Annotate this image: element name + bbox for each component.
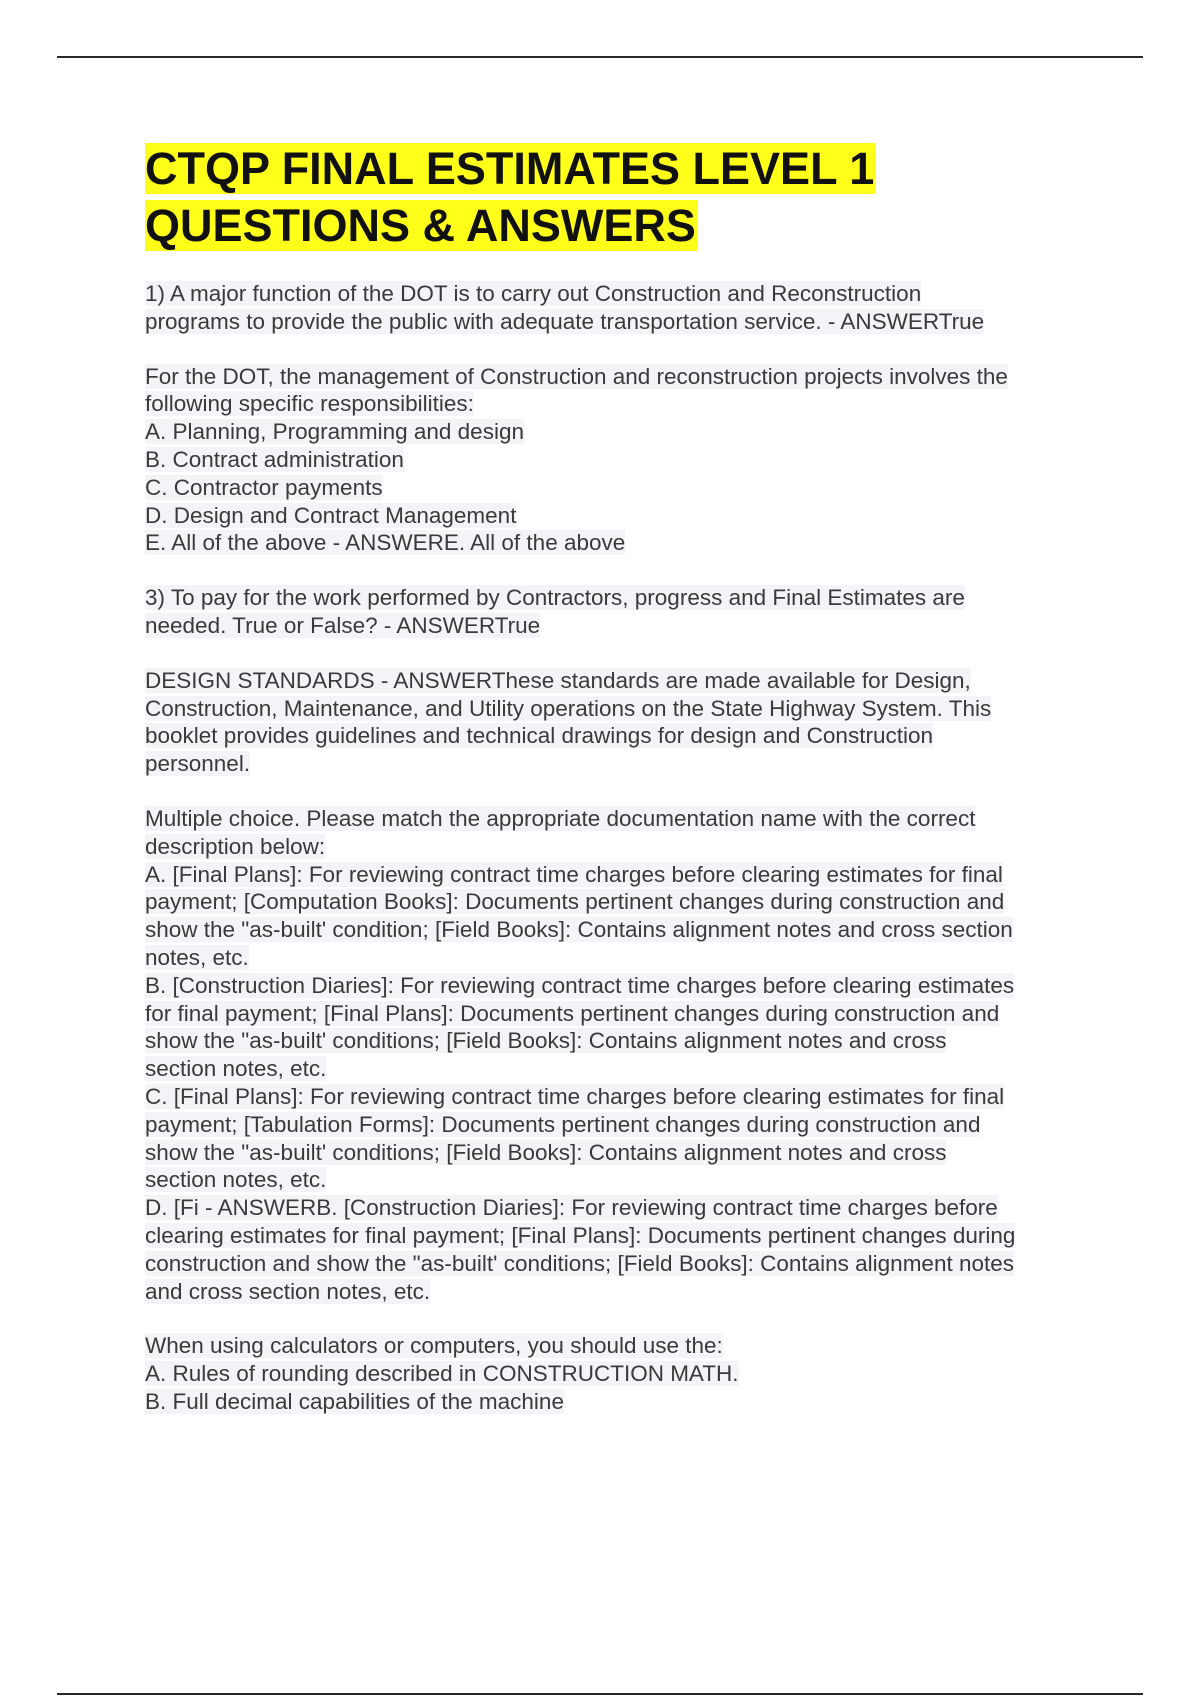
bottom-rule (57, 1693, 1143, 1695)
title-line: CTQP FINAL ESTIMATES LEVEL 1 (145, 143, 875, 194)
text-line: description below: (145, 833, 326, 859)
text-line: show the "as-built' condition; [Field Books]: Contains alignment notes and cross section (145, 917, 1013, 943)
qa-block-4 (145, 667, 1090, 778)
top-rule (57, 56, 1143, 58)
text-line: DESIGN STANDARDS - ANSWERThese standards are made available for Design, (145, 667, 971, 693)
text-line: notes, etc. (145, 944, 249, 970)
title-line: QUESTIONS & ANSWERS (145, 200, 696, 251)
qa-block-2 (145, 363, 1090, 558)
text-line: A. [Final Plans]: For reviewing contract time charges before clearing estimates for final (145, 861, 1003, 887)
text-line: show the "as-built' conditions; [Field Books]: Contains alignment notes and cross (145, 1028, 947, 1054)
text-line: C. [Final Plans]: For reviewing contract time charges before clearing estimates for final (145, 1083, 1005, 1109)
text-line: D. Design and Contract Management (145, 502, 517, 528)
text-line: section notes, etc. (145, 1056, 327, 1082)
qa-block-1 (145, 280, 1090, 336)
text-line: E. All of the above - ANSWERE. All of the above (145, 530, 626, 556)
text-line: Multiple choice. Please match the appropriate documentation name with the correct (145, 805, 976, 831)
text-line: construction and show the "as-built' conditions; [Field Books]: Contains alignment notes (145, 1250, 1015, 1276)
text-line: C. Contractor payments (145, 474, 383, 500)
qa-block-3 (145, 584, 1090, 640)
text-line: programs to provide the public with adequate transportation service. - ANSWERTrue (145, 308, 985, 334)
document-body (145, 140, 1090, 1443)
text-line: B. Contract administration (145, 446, 404, 472)
text-line: needed. True or False? - ANSWERTrue (145, 612, 541, 638)
text-line: show the "as-built' conditions; [Field Books]: Contains alignment notes and cross (145, 1139, 947, 1165)
text-line: 3) To pay for the work performed by Contractors, progress and Final Estimates are (145, 585, 965, 611)
text-line: B. [Construction Diaries]: For reviewing contract time charges before clearing estimates (145, 972, 1015, 998)
text-line: personnel. (145, 751, 251, 777)
document-title (145, 140, 1090, 254)
text-line: and cross section notes, etc. (145, 1278, 431, 1304)
text-line: following specific responsibilities: (145, 391, 474, 417)
text-line: 1) A major function of the DOT is to carry out Construction and Reconstruction (145, 281, 922, 306)
qa-block-5 (145, 805, 1090, 1305)
text-line: section notes, etc. (145, 1167, 327, 1193)
text-line: payment; [Tabulation Forms]: Documents pertinent changes during construction and (145, 1111, 981, 1137)
text-line: A. Planning, Programming and design (145, 419, 524, 445)
text-line: payment; [Computation Books]: Documents pertinent changes during construction and (145, 889, 1005, 915)
text-line: Construction, Maintenance, and Utility operations on the State Highway System. This (145, 695, 992, 721)
qa-block-6 (145, 1332, 1090, 1415)
text-line: D. [Fi - ANSWERB. [Construction Diaries]: For reviewing contract time charges before (145, 1195, 998, 1221)
text-line: B. Full decimal capabilities of the machine (145, 1388, 564, 1414)
text-line: A. Rules of rounding described in CONSTRUCTION MATH. (145, 1361, 739, 1387)
text-line: clearing estimates for final payment; [Final Plans]: Documents pertinent changes during (145, 1222, 1016, 1248)
text-line: for final payment; [Final Plans]: Documents pertinent changes during construction and (145, 1000, 1000, 1026)
text-line: booklet provides guidelines and technical drawings for design and Construction (145, 723, 933, 749)
text-line: For the DOT, the management of Construction and reconstruction projects involves the (145, 363, 1008, 389)
text-line: When using calculators or computers, you should use the: (145, 1333, 723, 1359)
